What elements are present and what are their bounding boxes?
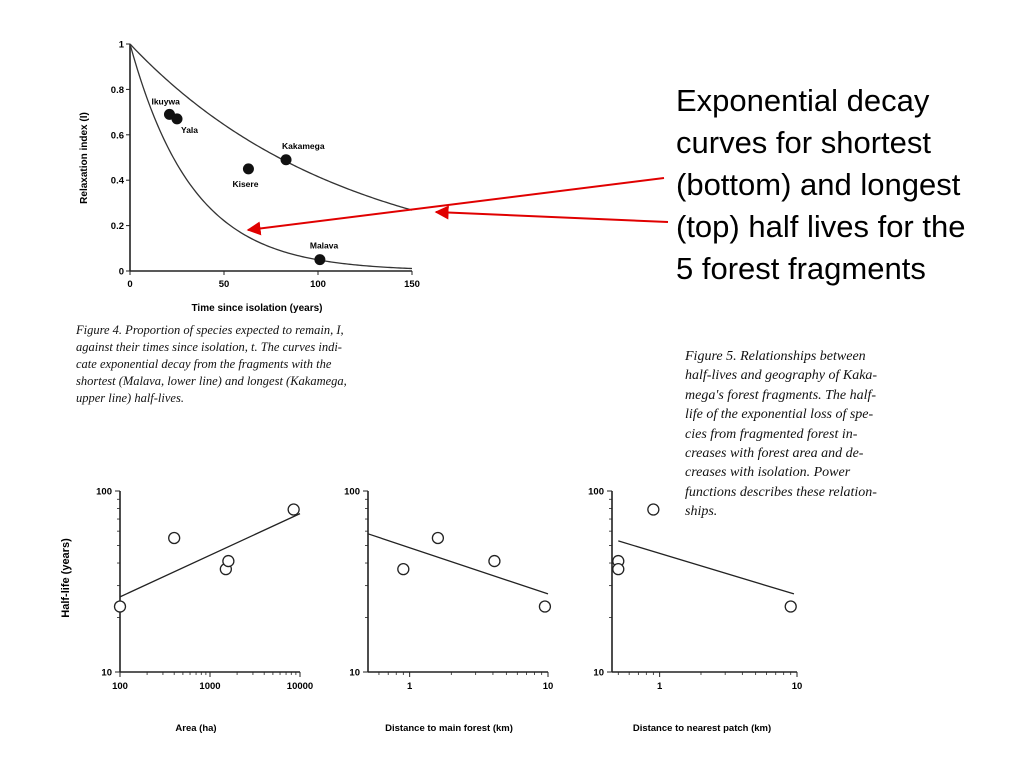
fig4-point-label: Kakamega <box>282 140 325 151</box>
fig4-point-label: Ikuywa <box>151 96 180 107</box>
fig5a-x-tick-label: 100 <box>112 681 128 692</box>
fig5b-x-tick-label: 10 <box>542 681 554 692</box>
fig4-y-tick-label: 1 <box>118 39 124 51</box>
fig5b-y-tick-label: 10 <box>349 667 360 679</box>
fig5b-fit-line <box>368 534 548 594</box>
fig5a-x-axis-label: Area (ha) <box>175 723 217 734</box>
caption-line: half-lives and geography of Kaka- <box>685 368 878 384</box>
fig5c-x-tick-label: 1 <box>656 681 663 692</box>
caption-line: upper line) half-lives. <box>76 391 184 405</box>
caption-line: mega's forest fragments. The half- <box>685 387 877 403</box>
fig5b-data-point <box>398 564 409 575</box>
fig5a-fit-line <box>120 514 300 597</box>
caption-line: Figure 5. Relationships between <box>685 349 866 364</box>
caption-line: shortest (Malava, lower line) and longest (Kakamega, <box>76 374 347 388</box>
fig4-point-label: Malava <box>309 240 339 251</box>
caption-line: functions describes these relation- <box>685 484 877 500</box>
fig4-data-point <box>281 154 292 165</box>
fig5c-data-point <box>648 504 659 515</box>
fig5c-x-tick-label: 10 <box>791 681 803 692</box>
figure-4-chart <box>79 40 420 315</box>
fig5b-y-tick-label: 100 <box>344 486 360 498</box>
fig5c-x-axis-label: Distance to nearest patch (km) <box>632 723 772 734</box>
fig5a-y-axis-label: Half-life (years) <box>60 538 72 618</box>
fig4-y-tick-label: 0.6 <box>110 130 124 142</box>
fig4-x-tick-label: 150 <box>404 279 420 290</box>
fig5a-y-tick-label: 10 <box>101 667 112 679</box>
fig4-point-label: Kisere <box>232 178 259 189</box>
caption-line: cate exponential decay from the fragments with the <box>76 357 332 371</box>
fig5c-y-tick-label: 100 <box>588 486 604 498</box>
fig4-x-tick-label: 50 <box>218 279 230 290</box>
fig5a-data-point <box>115 601 126 612</box>
caption-line: Figure 4. Proportion of species expected to remain, I, <box>76 323 344 337</box>
figure-5-caption <box>685 347 965 522</box>
fig4-x-axis-label: Time since isolation (years) <box>191 303 323 314</box>
caption-line: against their times since isolation, t. The curves indi- <box>76 340 342 354</box>
fig5a-data-point <box>223 556 234 567</box>
annotation-line: (bottom) and longest <box>676 167 961 202</box>
figure-5a-chart <box>60 487 313 735</box>
fig5b-x-tick-label: 1 <box>406 681 413 692</box>
fig4-x-tick-label: 100 <box>310 279 326 290</box>
annotation-line: (top) half lives for the <box>676 209 966 244</box>
figure-4-caption <box>76 322 436 407</box>
fig4-point-label: Yala <box>181 124 199 135</box>
fig4-data-point <box>243 163 254 174</box>
fig4-curve-longest <box>130 44 412 210</box>
caption-line: cies from fragmented forest in- <box>685 426 858 442</box>
caption-line: ships. <box>685 504 718 520</box>
fig5b-x-axis-label: Distance to main forest (km) <box>385 723 513 734</box>
fig4-y-tick-label: 0.2 <box>110 221 124 233</box>
figure-5b-chart <box>344 487 553 735</box>
fig4-x-tick-label: 0 <box>127 279 133 290</box>
fig4-data-point <box>314 254 325 265</box>
fig5a-y-tick-label: 100 <box>96 486 112 498</box>
annotation-line: Exponential decay <box>676 83 930 118</box>
fig4-curve-shortest <box>130 44 412 269</box>
figure-5c-chart <box>588 487 802 735</box>
fig5c-y-tick-label: 10 <box>593 667 604 679</box>
caption-line: life of the exponential loss of spe- <box>685 407 874 423</box>
fig5b-data-point <box>539 601 550 612</box>
fig5b-data-point <box>432 532 443 543</box>
annotation-line: curves for shortest <box>676 125 931 160</box>
annotation-text <box>676 80 1016 290</box>
fig5a-x-tick-label: 10000 <box>286 681 314 692</box>
annotation-arrow-top <box>436 212 668 222</box>
fig5b-data-point <box>489 556 500 567</box>
fig5a-x-tick-label: 1000 <box>199 681 221 692</box>
fig4-y-tick-label: 0.8 <box>110 84 124 96</box>
fig4-data-point <box>172 113 183 124</box>
fig5c-data-point <box>785 601 796 612</box>
fig5a-data-point <box>169 532 180 543</box>
fig4-y-axis-label: Relaxation index (I) <box>79 112 90 204</box>
fig4-y-tick-label: 0 <box>118 266 124 278</box>
fig5c-fit-line <box>618 541 794 594</box>
caption-line: creases with isolation. Power <box>685 465 851 481</box>
annotation-arrow-bottom <box>248 178 664 230</box>
fig5a-data-point <box>288 504 299 515</box>
annotation-line: 5 forest fragments <box>676 251 926 286</box>
fig4-y-tick-label: 0.4 <box>110 175 124 187</box>
fig5c-data-point <box>613 564 624 575</box>
caption-line: creases with forest area and de- <box>685 446 864 462</box>
